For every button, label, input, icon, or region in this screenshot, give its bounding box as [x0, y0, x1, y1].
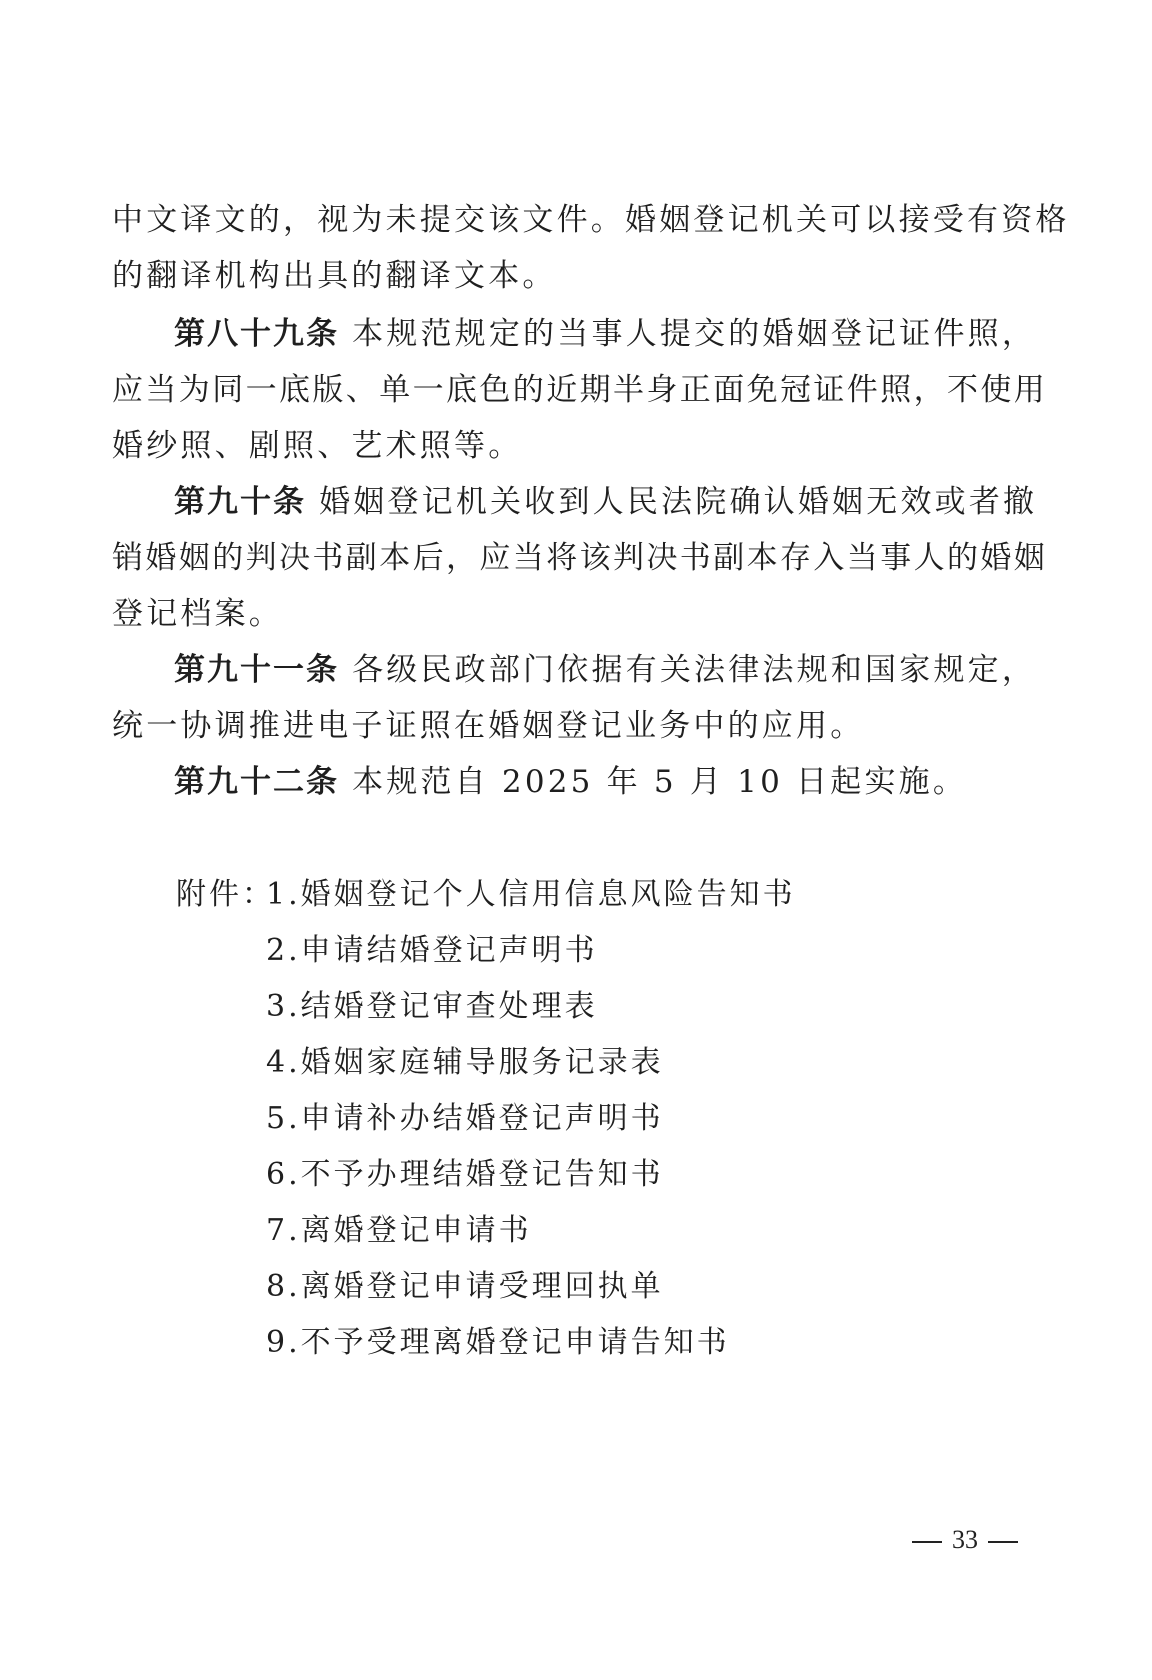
dash-right [988, 1541, 1018, 1543]
paragraph-line: 中文译文的，视为未提交该文件。婚姻登记机关可以接受有资格 [112, 202, 1070, 238]
attachments-label: 附件： [176, 877, 275, 912]
paragraph-line: 婚纱照、剧照、艺术照等。 [112, 428, 523, 464]
paragraph-line: 应当为同一底版、单一底色的近期半身正面免冠证件照，不使用 [112, 372, 1048, 408]
attachment-item: 8.离婚登记申请受理回执单 [266, 1269, 664, 1304]
attachment-item: 9.不予受理离婚登记申请告知书 [266, 1325, 730, 1360]
attachment-item: 6.不予办理结婚登记告知书 [266, 1157, 664, 1192]
article-89-line [174, 314, 1036, 354]
article-91-title: 第九十一条 [174, 652, 339, 688]
attachment-item: 2.申请结婚登记声明书 [266, 933, 598, 968]
attachment-item: 5.申请补办结婚登记声明书 [266, 1101, 664, 1136]
article-89-title: 第八十九条 [174, 316, 339, 352]
page-number [902, 1520, 1028, 1560]
paragraph-line: 统一协调推进电子证照在婚姻登记业务中的应用。 [112, 708, 865, 744]
paragraph-line: 的翻译机构出具的翻译文本。 [112, 258, 557, 294]
article-90-line [174, 482, 1037, 522]
attachment-item: 3.结婚登记审查处理表 [266, 989, 598, 1024]
attachment-item: 7.离婚登记申请书 [266, 1213, 532, 1248]
article-92-text: 本规范自 2025 年 5 月 10 日起实施。 [352, 764, 968, 800]
attachment-item: 1.婚姻登记个人信用信息风险告知书 [266, 877, 796, 912]
article-92-line [174, 762, 967, 802]
paragraph-line: 销婚姻的判决书副本后，应当将该判决书副本存入当事人的婚姻 [112, 540, 1048, 576]
article-89-text: 本规范规定的当事人提交的婚姻登记证件照， [352, 316, 1037, 352]
article-91-text: 各级民政部门依据有关法律法规和国家规定， [352, 652, 1037, 688]
page-number-value: 33 [952, 1525, 978, 1554]
article-90-text: 婚姻登记机关收到人民法院确认婚姻无效或者撤 [319, 484, 1038, 520]
article-92-title: 第九十二条 [174, 764, 339, 800]
attachment-item: 4.婚姻家庭辅导服务记录表 [266, 1045, 664, 1080]
dash-left [912, 1541, 942, 1543]
paragraph-line: 登记档案。 [112, 596, 283, 632]
article-91-line [174, 650, 1036, 690]
article-90-title: 第九十条 [174, 484, 306, 520]
